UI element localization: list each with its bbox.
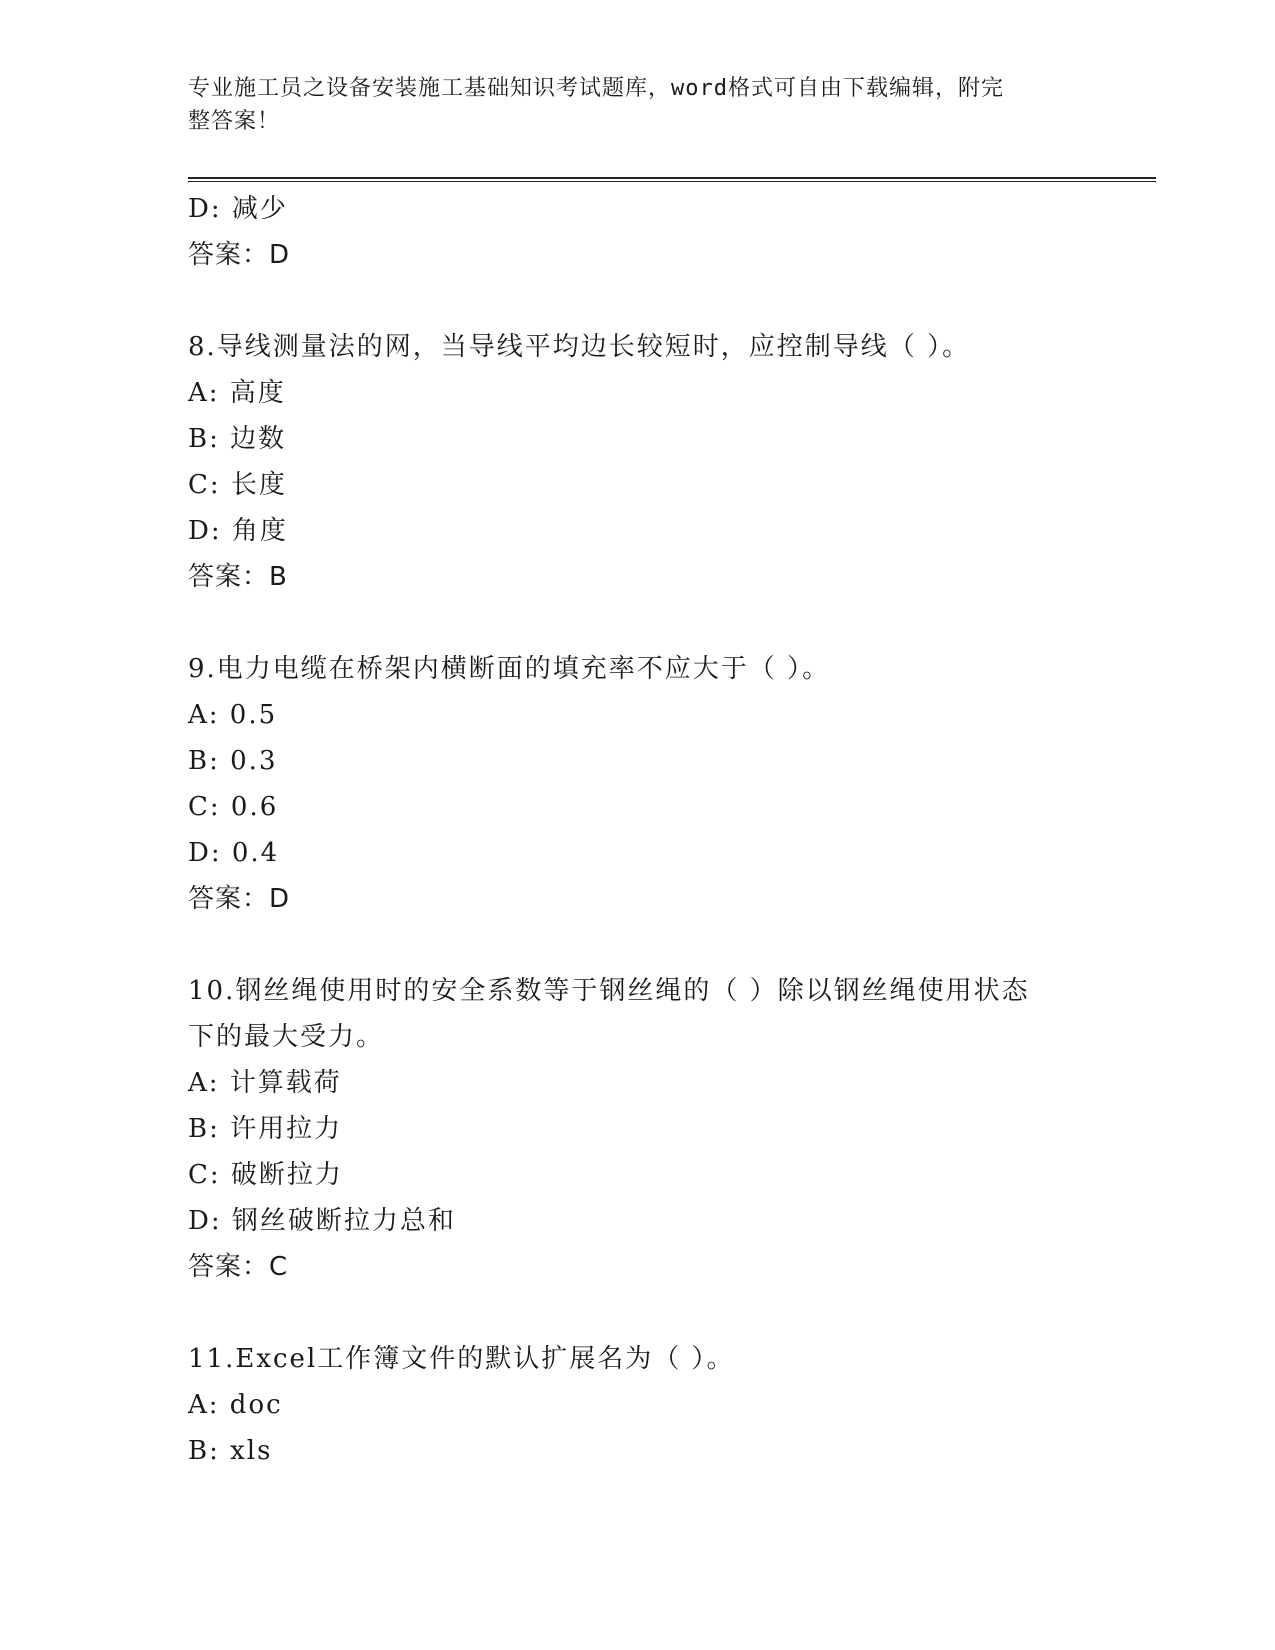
q9-option-a: A: 0.5	[188, 700, 278, 730]
header-line-1: 专业施工员之设备安装施工基础知识考试题库，word格式可自由下载编辑，附完	[188, 76, 1004, 101]
q10-option-c: C: 破断拉力	[188, 1160, 343, 1190]
q8-option-c: C: 长度	[188, 470, 287, 500]
header-divider	[188, 177, 1156, 182]
q8-option-d: D: 角度	[188, 516, 288, 546]
q11-option-b: B: xls	[188, 1436, 273, 1466]
q8-question: 8.导线测量法的网，当导线平均边长较短时，应控制导线（ ）。	[188, 332, 971, 362]
q10-option-b: B: 许用拉力	[188, 1114, 343, 1144]
q10-question-line-1: 10.钢丝绳使用时的安全系数等于钢丝绳的（ ）除以钢丝绳使用状态	[188, 976, 1030, 1006]
q11-question: 11.Excel工作簿文件的默认扩展名为（ ）。	[188, 1344, 735, 1374]
q8-answer: 答案：B	[188, 562, 288, 592]
q9-option-c: C: 0.6	[188, 792, 279, 822]
q8-option-a: A: 高度	[188, 378, 286, 408]
q9-option-b: B: 0.3	[188, 746, 278, 776]
document-header	[188, 72, 1068, 138]
q9-option-d: D: 0.4	[188, 838, 280, 868]
spacer	[188, 922, 1128, 968]
q7-answer: 答案：D	[188, 240, 291, 270]
spacer	[188, 278, 1128, 324]
q10-question-line-2: 下的最大受力。	[188, 1022, 385, 1052]
header-line-2: 整答案！	[188, 109, 281, 134]
q9-question: 9.电力电缆在桥架内横断面的填充率不应大于（ ）。	[188, 654, 831, 684]
q10-answer: 答案：C	[188, 1252, 289, 1282]
q10-option-d: D: 钢丝破断拉力总和	[188, 1206, 456, 1236]
spacer	[188, 600, 1128, 646]
question-list	[188, 186, 1128, 1474]
q7-option-d: D: 减少	[188, 194, 288, 224]
q8-option-b: B: 边数	[188, 424, 287, 454]
q10-option-a: A: 计算载荷	[188, 1068, 342, 1098]
q11-option-a: A: doc	[188, 1390, 283, 1420]
spacer	[188, 1290, 1128, 1336]
q9-answer: 答案：D	[188, 884, 291, 914]
